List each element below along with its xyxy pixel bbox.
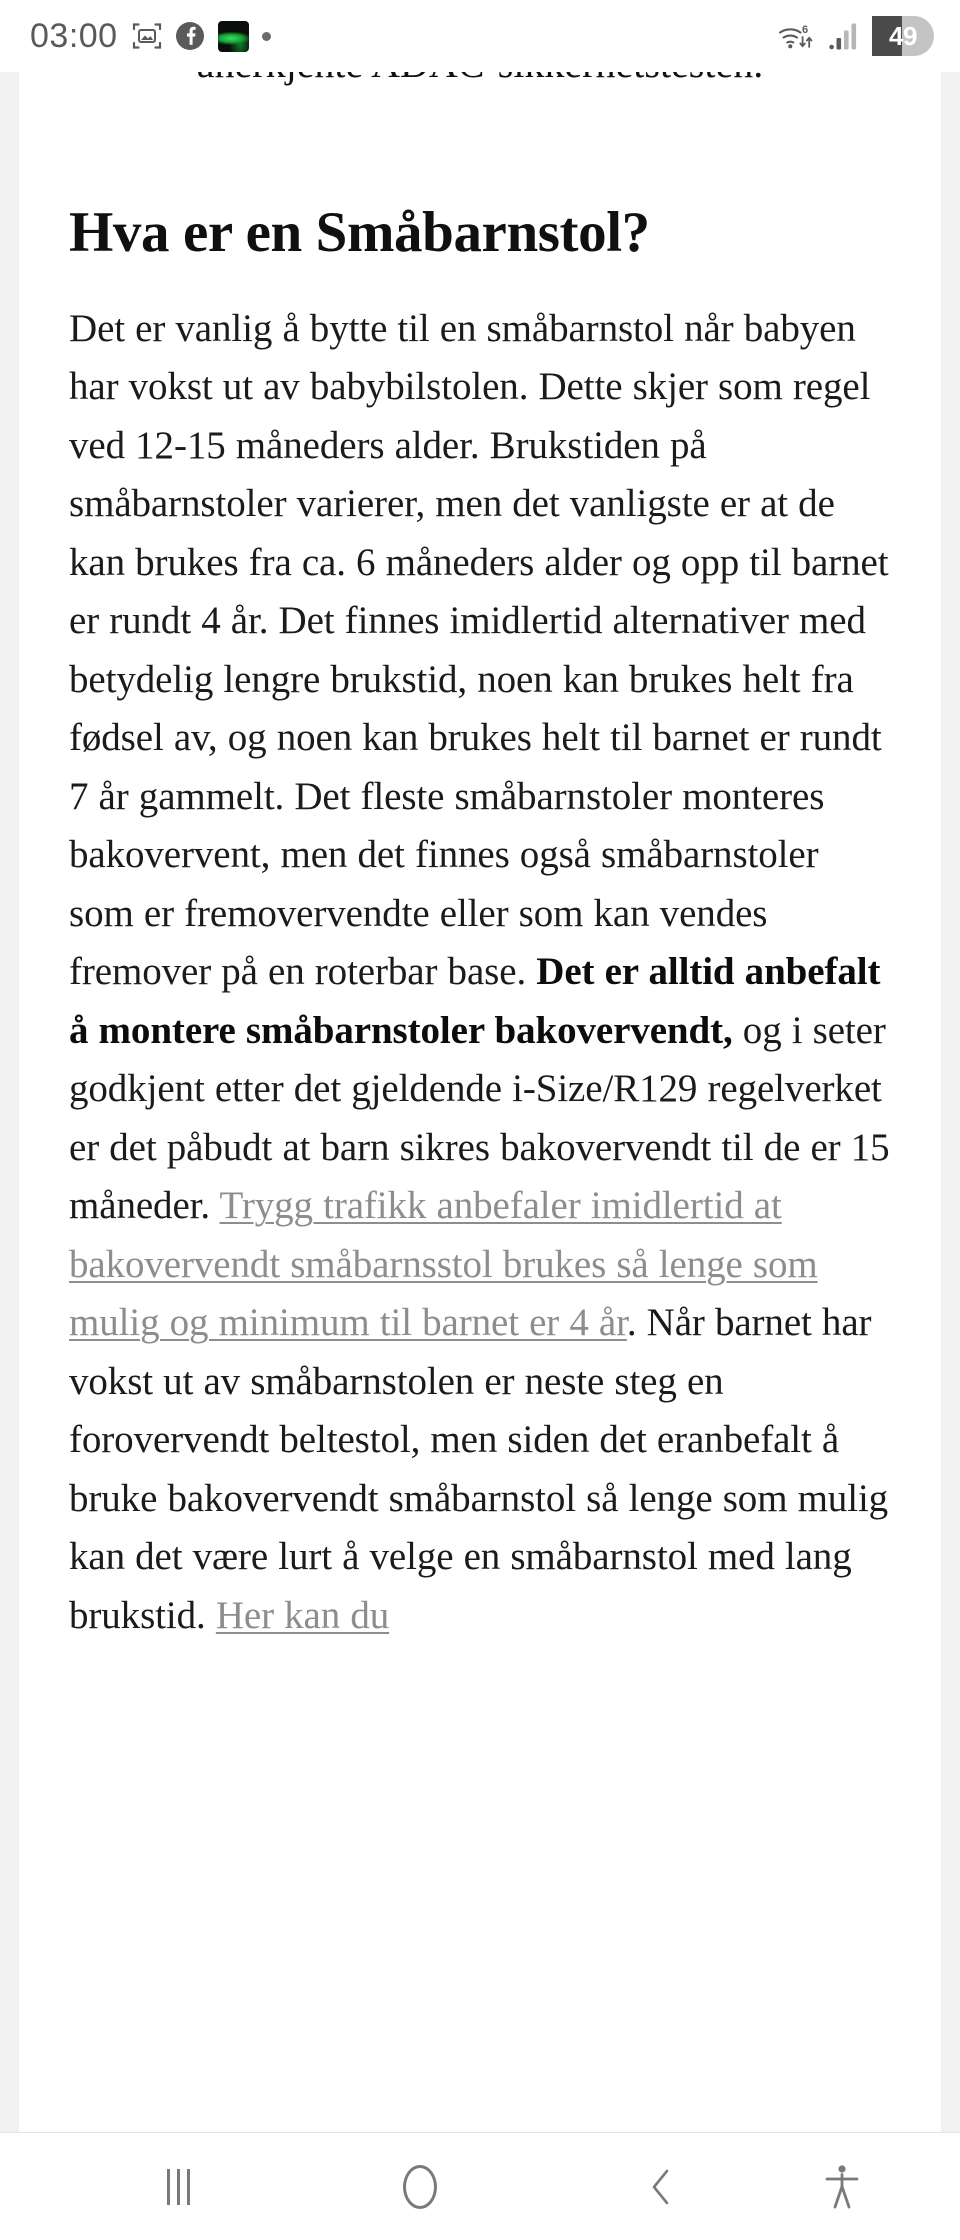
svg-text:6: 6 [802,24,809,36]
status-bar-right [778,16,934,56]
screenshot-icon [132,21,162,51]
wifi-icon [778,20,818,52]
battery-level: 49 [889,20,917,51]
battery-icon [872,16,934,56]
content-bottom-mask [19,2106,941,2132]
trygg-trafikk-link[interactable]: Trygg trafikk anbefaler imidlertid at bakovervendt småbarnsstol brukes så lenge som mulig og minimum til barnet er 4 år [69,1184,818,1345]
system-navigation-bar [0,2132,960,2240]
cellular-signal-icon [829,21,861,51]
paragraph-bold-emphasis: Det er alltid anbefalt å montere småbarnstoler bakovervendt, [69,950,881,1052]
status-bar-left [30,17,271,56]
recents-button[interactable] [58,2133,299,2240]
status-clock: 03:00 [30,16,118,55]
page-title: Hva er en Småbarnstol? [69,201,650,264]
paragraph-part-2: og i seter godkjent etter det gjeldende i-Size/R129 regelverket er det påbudt at barn sikres bakovervendt til de er 15 måneder. [69,1008,890,1228]
article-content [69,56,891,1645]
accessibility-button[interactable] [782,2133,902,2240]
paragraph-part-3: . Når barnet har vokst ut av småbarnstolen er neste steg en forovervendt beltestol, men siden det eranbefalt å bruke bakovervendt småbarnstol så lenge som mulig kan det være lurt å velge en småbarnstol med lang brukstid. [69,1301,889,1637]
article-card [19,72,941,2132]
home-button[interactable] [299,2133,540,2240]
article-paragraph [69,300,891,1646]
facebook-icon [175,21,205,51]
back-chevron-icon [644,2165,678,2209]
app-thumbnail-icon [218,21,249,52]
back-button[interactable] [541,2133,782,2240]
status-bar [0,0,960,72]
status-notification-icons [132,21,271,52]
browser-viewport[interactable] [0,72,960,2132]
paragraph-part-1: Det er vanlig å bytte til en småbarnstol når babyen har vokst ut av babybilstolen. Dette skjer som regel ved 12-15 måneders alder. Brukstiden på småbarnstoler varierer, men det vanligste er at de kan brukes fra ca. 6 måneders alder og opp til barnet er rundt 4 år. Det finnes imidlertid alternativer med betydelig lengre brukstid, noen kan brukes helt fra fødsel av, og noen kan brukes helt til barnet er rundt 7 år gammelt. Det fleste småbarnstoler monteres bakovervent, men det finnes også småbarnstoler som er fremovervendte eller som kan vendes fremover på en roterbar base. [69,306,889,994]
accessibility-icon [822,2163,862,2211]
recents-icon [167,2169,190,2205]
home-icon [403,2165,437,2209]
more-dot-icon [262,32,271,41]
her-kan-du-link[interactable]: Her kan du [215,1593,390,1637]
